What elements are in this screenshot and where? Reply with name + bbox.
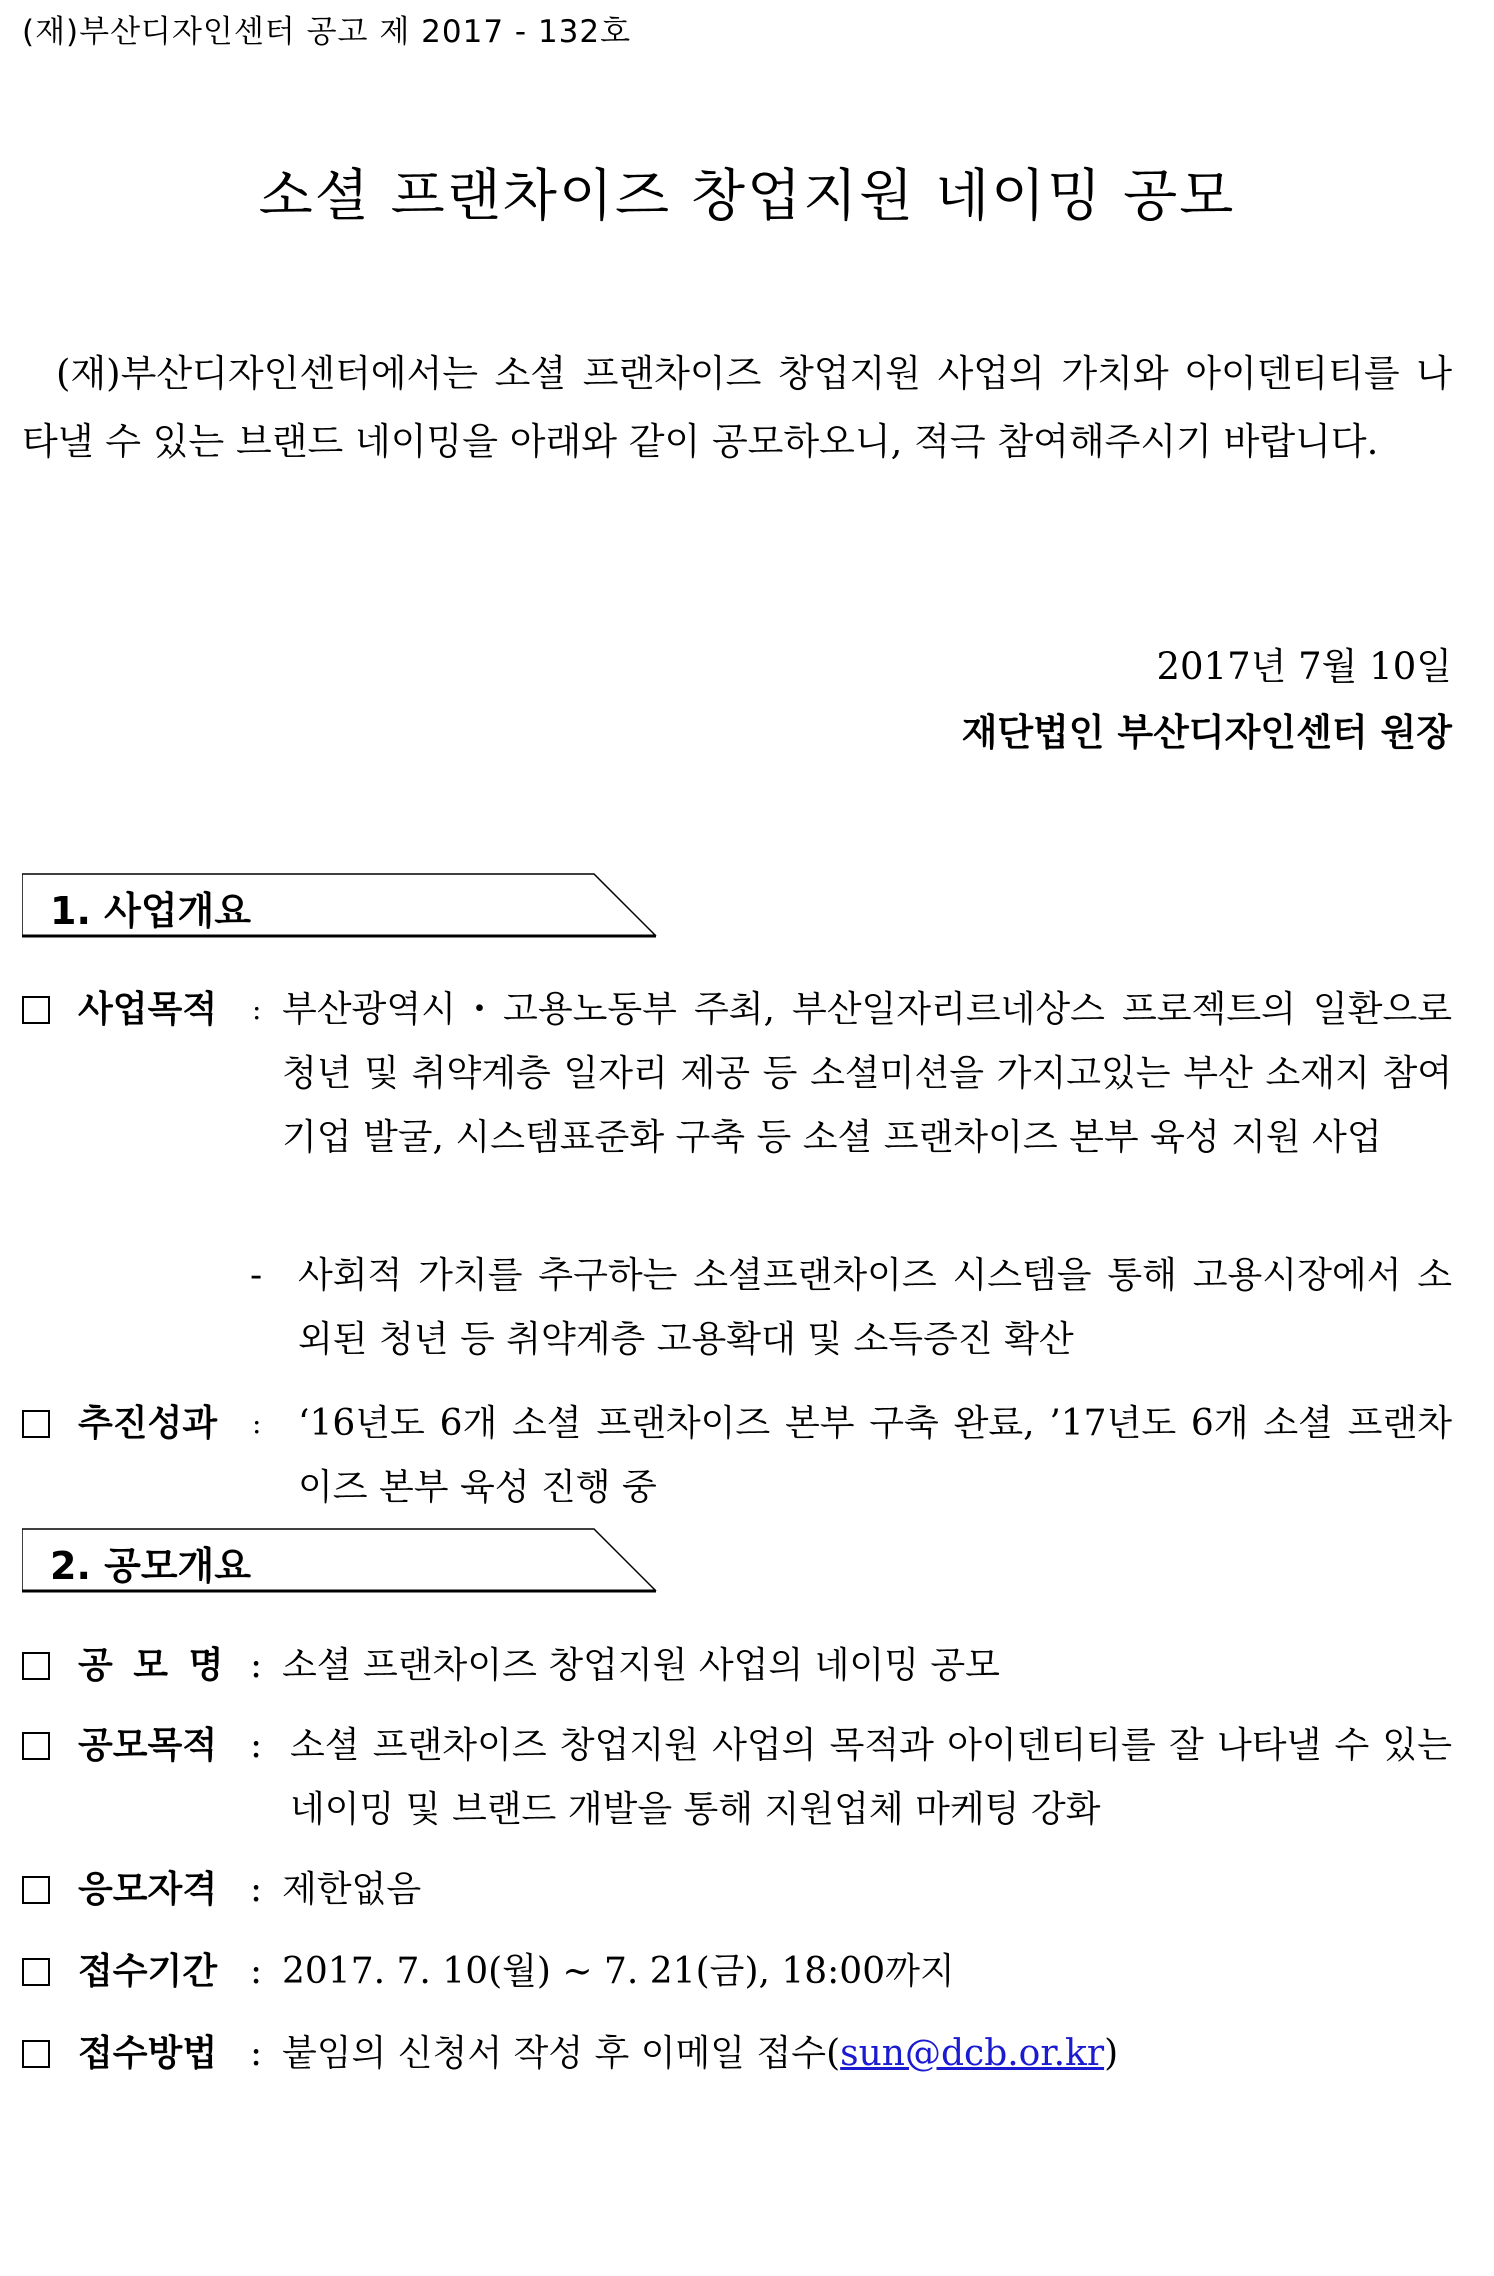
method-text: 붙임의 신청서 작성 후 이메일 접수(	[282, 2033, 841, 2074]
item-text: 소셜 프랜차이즈 창업지원 사업의 네이밍 공모	[282, 1645, 1000, 1686]
item-text: 부산광역시・고용노동부 주최, 부산일자리르네상스 프로젝트의 일환으로 청년 및 취약계층 일자리 제공 등 소셜미션을 가지고있는 부산 소재지 참여기업 발굴, 시스템표준화 구축 등 소셜 프랜차이즈 본부 육성 지원 사업	[282, 989, 1452, 1158]
intro-paragraph	[22, 340, 1452, 476]
checkbox-square-icon	[22, 1410, 50, 1438]
method-text-end: )	[1104, 2033, 1119, 2074]
section-heading-label: 1. 사업개요	[50, 889, 251, 933]
list-item-contest-purpose	[22, 1714, 1452, 1842]
section-heading-overview	[22, 872, 658, 938]
list-item-eligibility	[22, 1858, 1452, 1922]
checkbox-square-icon	[22, 1652, 50, 1680]
list-item-contest-name	[22, 1634, 1452, 1698]
list-subitem	[22, 1244, 1452, 1372]
subitem-text: 사회적 가치를 추구하는 소셜프랜차이즈 시스템을 통해 고용시장에서 소외된 청년 등 취약계층 고용확대 및 소득증진 확산	[298, 1255, 1452, 1360]
checkbox-square-icon	[22, 996, 50, 1024]
item-label: 접수기간	[78, 1951, 218, 1992]
item-label: 응모자격	[78, 1869, 218, 1910]
item-colon: :	[250, 2033, 263, 2074]
list-item-method	[22, 2022, 1452, 2086]
item-colon: :	[250, 1951, 263, 1992]
page-title: 소셜 프랜차이즈 창업지원 네이밍 공모	[258, 164, 1236, 229]
item-colon: :	[250, 1869, 263, 1910]
item-label: 사업목적	[78, 989, 218, 1030]
organization-signature: 재단법인 부산디자인센터 원장	[961, 711, 1452, 754]
item-text: 소셜 프랜차이즈 창업지원 사업의 목적과 아이덴티티를 잘 나타낼 수 있는 네이밍 및 브랜드 개발을 통해 지원업체 마케팅 강화	[290, 1725, 1452, 1830]
section-heading-contest	[22, 1527, 658, 1593]
announcement-date: 2017년 7월 10일	[1156, 645, 1452, 688]
item-colon: :	[250, 1725, 263, 1766]
item-label: 공 모 명	[78, 1645, 228, 1686]
checkbox-square-icon	[22, 2040, 50, 2068]
checkbox-square-icon	[22, 1958, 50, 1986]
notice-number: (재)부산디자인센터 공고 제 2017 - 132호	[22, 14, 632, 50]
list-item-achievement	[22, 1392, 1452, 1520]
item-colon: :	[252, 1407, 262, 1440]
item-label: 공모목적	[78, 1725, 218, 1766]
item-text: ‘16년도 6개 소셜 프랜차이즈 본부 구축 완료, ’17년도 6개 소셜 프랜차이즈 본부 육성 진행 중	[298, 1403, 1452, 1508]
item-label: 접수방법	[78, 2033, 218, 2074]
section-heading-label: 2. 공모개요	[50, 1544, 251, 1588]
dash-marker: -	[250, 1255, 263, 1296]
item-label: 추진성과	[78, 1403, 218, 1444]
list-item-period	[22, 1940, 1452, 2004]
list-item-purpose	[22, 978, 1452, 1234]
intro-text: (재)부산디자인센터에서는 소셜 프랜차이즈 창업지원 사업의 가치와 아이덴티티를 나타낼 수 있는 브랜드 네이밍을 아래와 같이 공모하오니, 적극 참여해주시기 바랍니다.	[22, 352, 1452, 463]
item-text	[282, 2022, 1118, 2086]
item-colon: :	[252, 993, 262, 1026]
item-colon: :	[250, 1645, 263, 1686]
email-link[interactable]: sun@dcb.or.kr	[840, 2033, 1105, 2074]
checkbox-square-icon	[22, 1732, 50, 1760]
checkbox-square-icon	[22, 1876, 50, 1904]
item-text: 2017. 7. 10(월) ~ 7. 21(금), 18:00까지	[282, 1951, 955, 1992]
item-text: 제한없음	[282, 1869, 422, 1910]
